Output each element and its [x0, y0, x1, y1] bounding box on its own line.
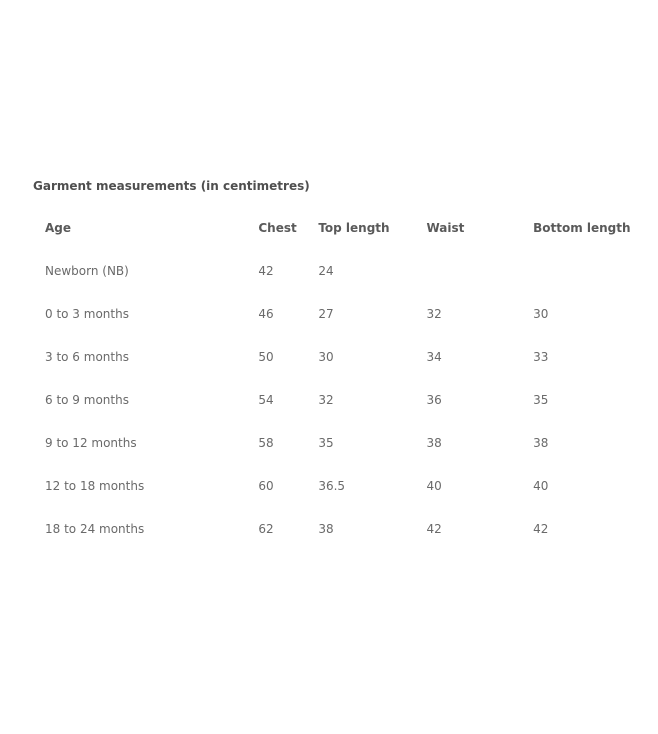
- cell-waist: 36: [426, 393, 442, 407]
- header-top-length: Top length: [318, 221, 390, 235]
- cell-top-length: 24: [318, 264, 334, 278]
- cell-top-length: 30: [318, 350, 334, 364]
- cell-bottom-length: 33: [533, 350, 549, 364]
- section-title: Garment measurements (in centimetres): [33, 179, 310, 193]
- cell-chest: 62: [258, 522, 274, 536]
- cell-age: 9 to 12 months: [45, 436, 137, 450]
- cell-bottom-length: 38: [533, 436, 549, 450]
- cell-chest: 60: [258, 479, 274, 493]
- cell-chest: 42: [258, 264, 274, 278]
- table-row: [45, 435, 633, 478]
- cell-chest: 46: [258, 307, 274, 321]
- cell-top-length: 38: [318, 522, 334, 536]
- cell-waist: 38: [426, 436, 442, 450]
- table-row: [45, 306, 633, 349]
- cell-bottom-length: [533, 263, 633, 306]
- cell-top-length: 27: [318, 307, 334, 321]
- cell-bottom-length: 40: [533, 479, 549, 493]
- cell-top-length: 35: [318, 436, 334, 450]
- table-header-row: [45, 220, 633, 263]
- cell-waist: 42: [426, 522, 442, 536]
- cell-age: 12 to 18 months: [45, 479, 145, 493]
- table-row: [45, 349, 633, 392]
- cell-chest: 54: [258, 393, 274, 407]
- cell-age: 6 to 9 months: [45, 393, 129, 407]
- cell-age: Newborn (NB): [45, 264, 129, 278]
- cell-bottom-length: 30: [533, 307, 549, 321]
- cell-waist: 32: [426, 307, 442, 321]
- cell-age: 18 to 24 months: [45, 522, 145, 536]
- cell-chest: 58: [258, 436, 274, 450]
- header-waist: Waist: [426, 221, 465, 235]
- cell-waist: [426, 263, 533, 306]
- cell-top-length: 36.5: [318, 479, 346, 493]
- table-row: [45, 392, 633, 435]
- cell-age: 0 to 3 months: [45, 307, 129, 321]
- size-guide-section: [33, 178, 633, 536]
- table-row: [45, 521, 633, 564]
- header-chest: Chest: [258, 221, 297, 235]
- cell-top-length: 32: [318, 393, 334, 407]
- cell-bottom-length: 42: [533, 522, 549, 536]
- header-bottom-length: Bottom length: [533, 221, 631, 235]
- table-row: [45, 478, 633, 521]
- cell-waist: 34: [426, 350, 442, 364]
- cell-chest: 50: [258, 350, 274, 364]
- header-age: Age: [45, 221, 72, 235]
- measurements-table: [45, 220, 633, 564]
- cell-bottom-length: 35: [533, 393, 549, 407]
- cell-waist: 40: [426, 479, 442, 493]
- cell-age: 3 to 6 months: [45, 350, 129, 364]
- table-row: [45, 263, 633, 306]
